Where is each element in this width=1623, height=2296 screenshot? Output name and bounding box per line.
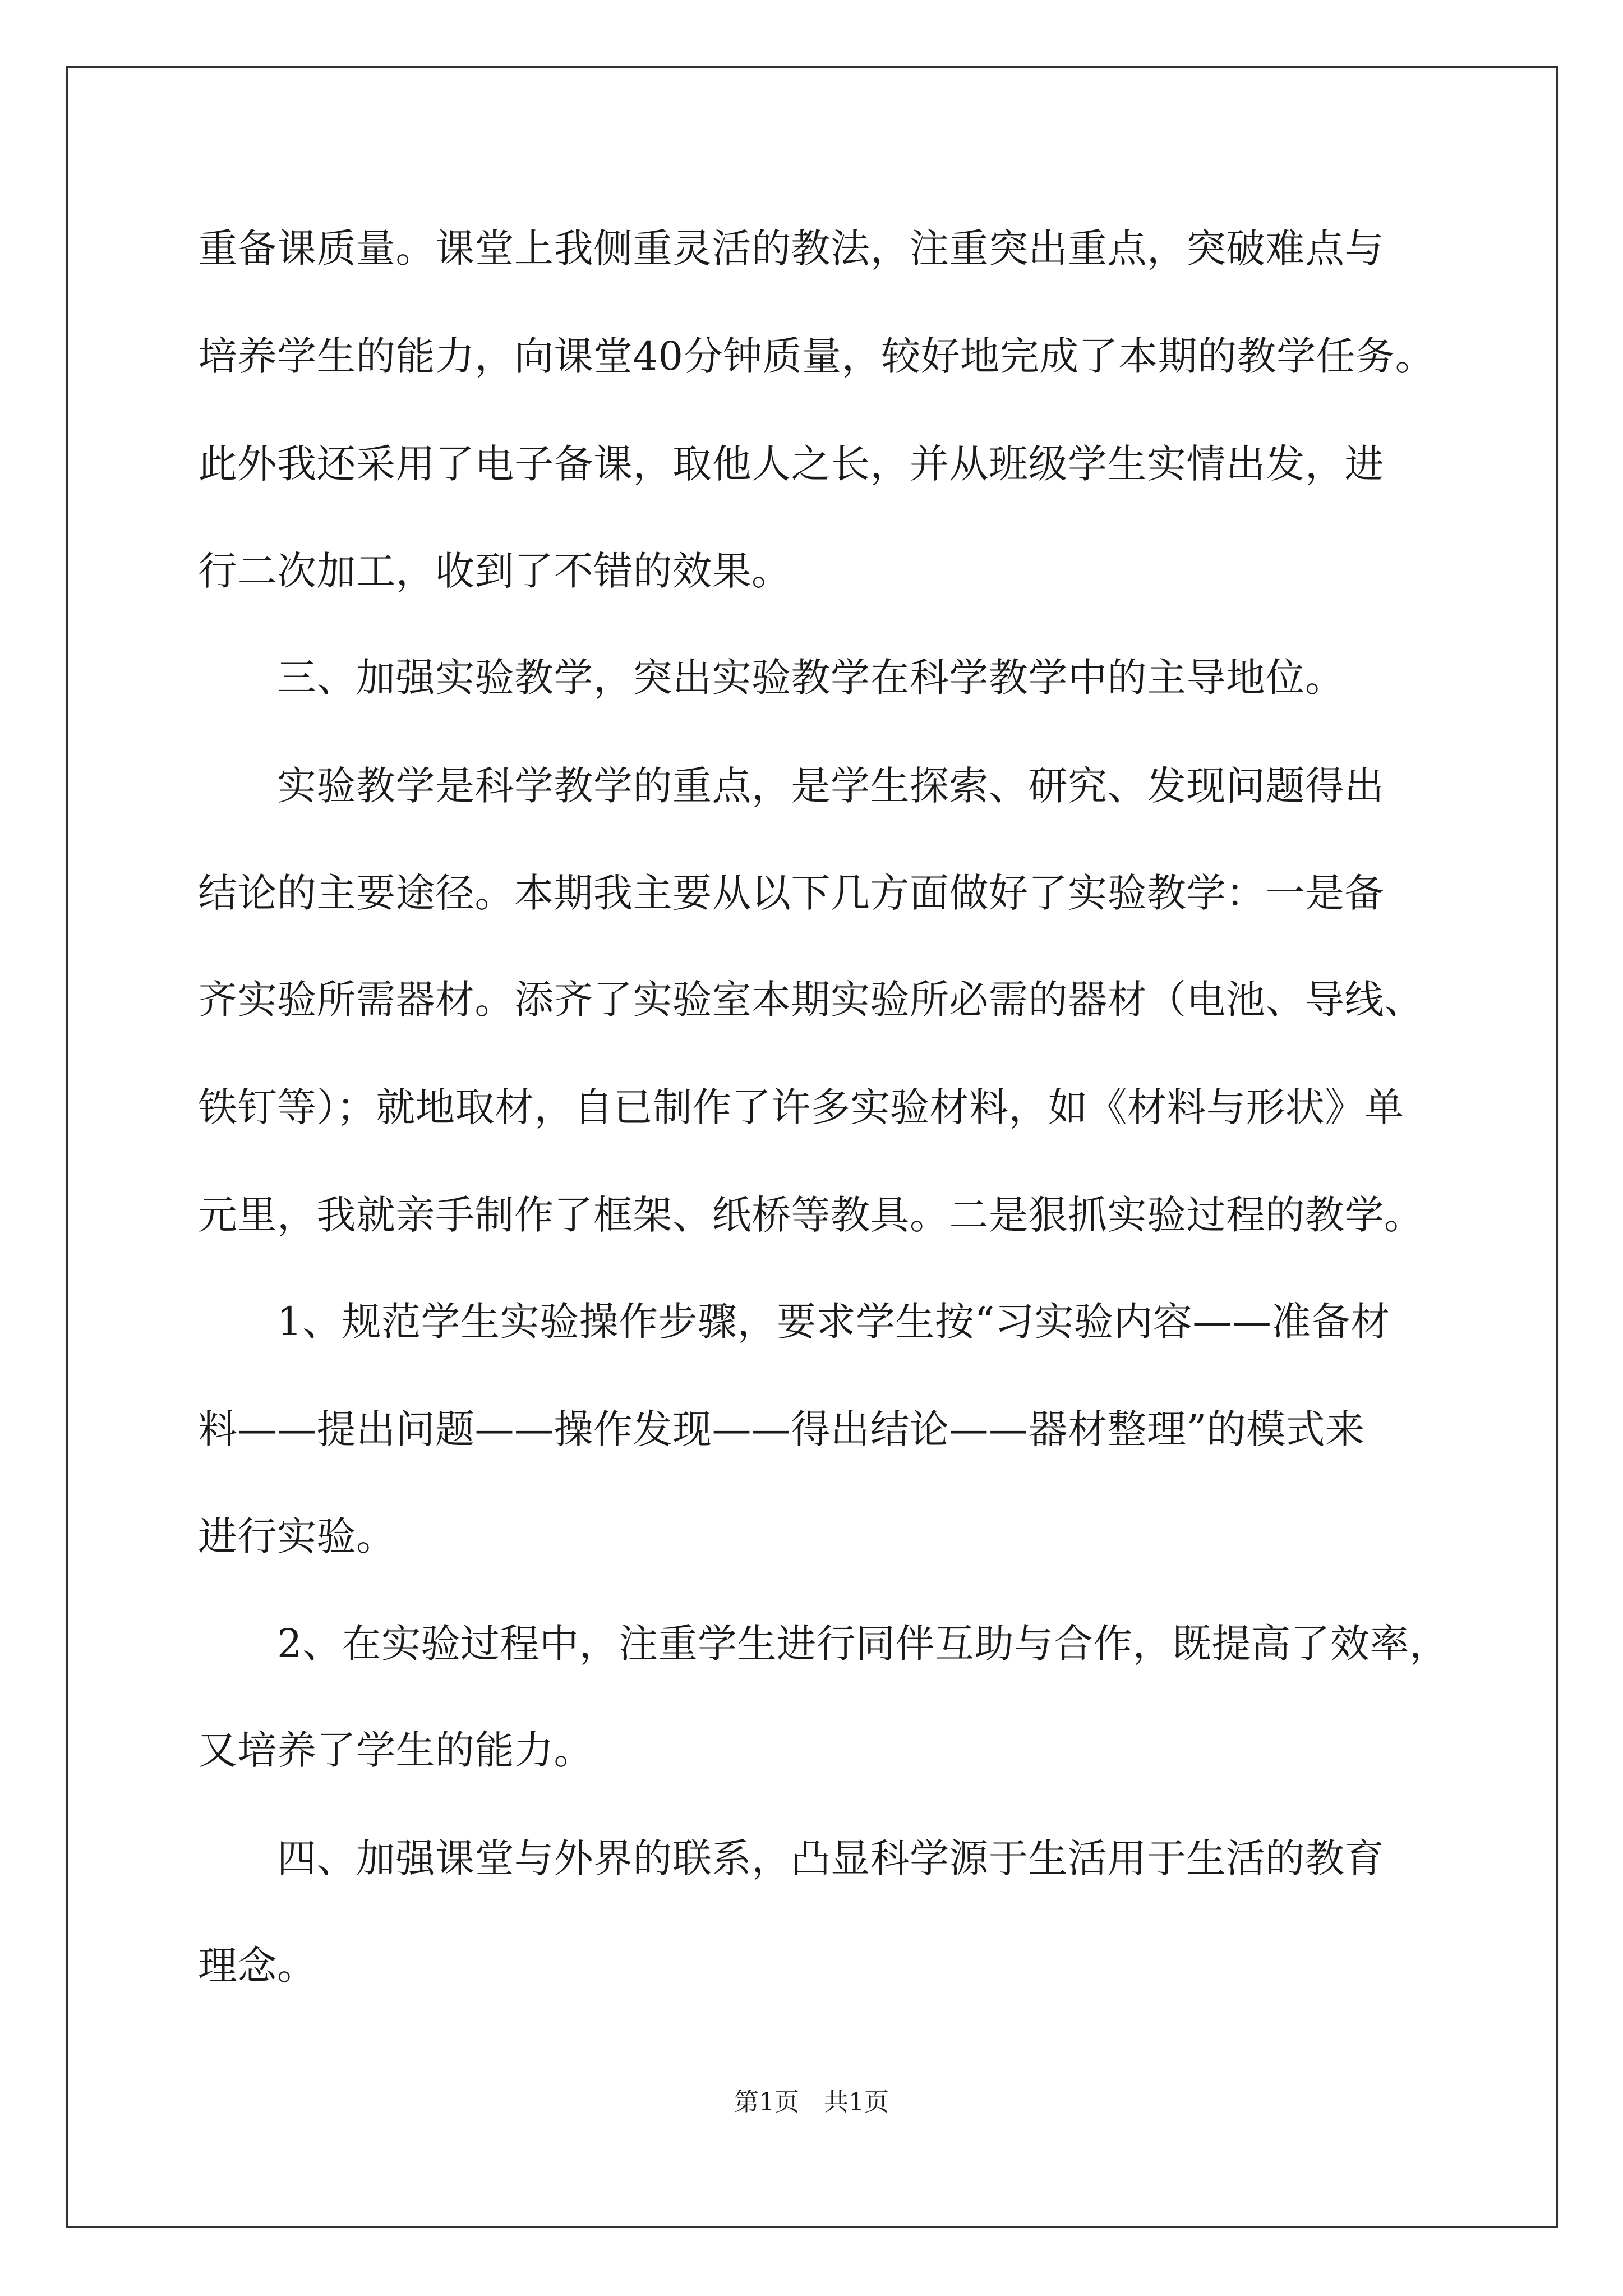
text-line: 元里，我就亲手制作了框架、纸桥等教具。二是狠抓实验过程的教学。 — [198, 1192, 1424, 1238]
section-heading: 四、加强课堂与外界的联系，凸显科学源于生活用于生活的教育 — [198, 1835, 1384, 1881]
section-heading: 三、加强实验教学，突出实验教学在科学教学中的主导地位。 — [198, 655, 1345, 701]
text-line: 2、在实验过程中，注重学生进行同伴互助与合作，既提高了效率， — [198, 1621, 1449, 1667]
text-line: 结论的主要途径。本期我主要从以下几方面做好了实验教学：一是备 — [198, 870, 1384, 916]
text-line: 进行实验。 — [198, 1513, 396, 1559]
text-line: 重备课质量。课堂上我侧重灵活的教法，注重突出重点，突破难点与 — [198, 226, 1384, 272]
text-line: 行二次加工，收到了不错的效果。 — [198, 548, 791, 594]
text-line: 又培养了学生的能力。 — [198, 1727, 593, 1773]
text-line: 此外我还采用了电子备课，取他人之长，并从班级学生实情出发，进 — [198, 441, 1384, 487]
page-border — [66, 66, 1558, 2228]
text-line: 理念。 — [198, 1943, 317, 1989]
text-line: 料——提出问题——操作发现——得出结论——器材整理”的模式来 — [198, 1406, 1365, 1452]
text-line: 实验教学是科学教学的重点，是学生探索、研究、发现问题得出 — [198, 763, 1384, 809]
text-line: 培养学生的能力，向课堂40分钟质量，较好地完成了本期的教学任务。 — [198, 333, 1435, 379]
text-line: 铁钉等）；就地取材，自已制作了许多实验材料，如《材料与形状》单 — [198, 1084, 1404, 1130]
page-footer: 第1页 共1页 — [734, 2088, 889, 2116]
text-line: 齐实验所需器材。添齐了实验室本期实验所必需的器材（电池、导线、 — [198, 977, 1424, 1023]
text-line: 1、规范学生实验操作步骤，要求学生按“习实验内容——准备材 — [198, 1299, 1390, 1345]
